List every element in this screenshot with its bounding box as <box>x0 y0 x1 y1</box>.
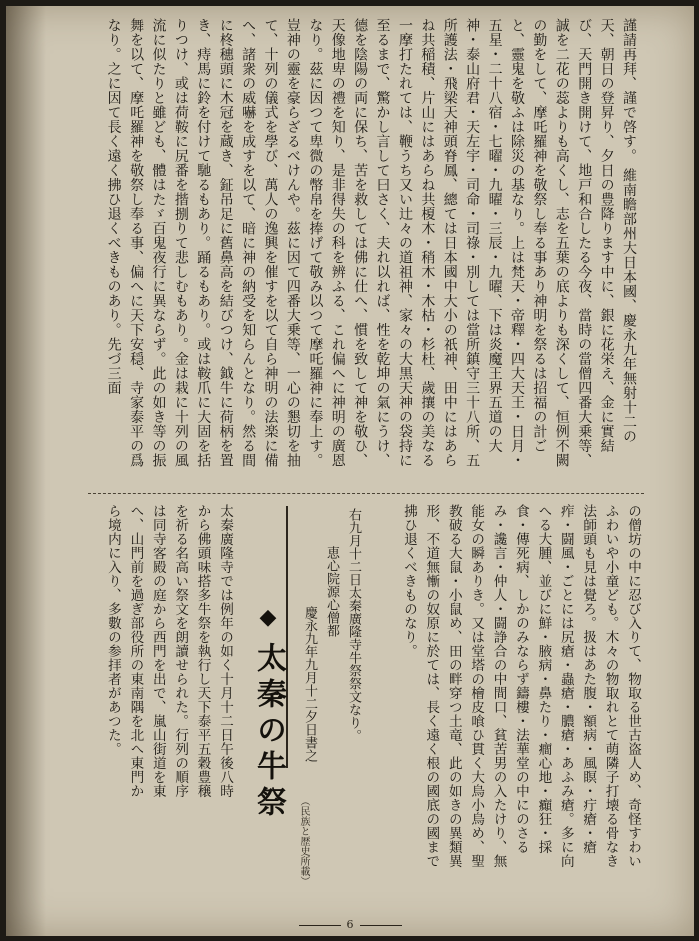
source-note: 右九月十二日太秦廣隆寺牛祭祭文なり。 <box>346 508 361 742</box>
article-body-text: 太秦廣隆寺では例年の如く十月十二日午後八時から佛頭味搭多牛祭を執行し天下泰平五穀豊穣を祈る名高い祭文を朗讀せられた。行列の順序は同寺客殿の庭から西門を出で、嵐山街道を東へ、山門前を過ぎ部役所の東南隅を北へ東門から境内に入り、多數の参拝者があつた。 <box>104 504 233 798</box>
page-number-text: 6 <box>346 918 354 931</box>
binding-shadow <box>6 6 46 936</box>
article-title <box>246 604 290 822</box>
document-page <box>6 6 694 936</box>
section-divider <box>88 493 644 494</box>
author-signature: 恵心院源心僧都 <box>324 546 339 637</box>
date-signature: 慶永九年九月十二夕日書之 <box>302 606 317 762</box>
page-number-rule-left <box>299 925 341 926</box>
diamond-bullet-icon: ◆ <box>255 604 281 636</box>
source-credit: （民族と歴史所載） <box>298 796 309 886</box>
prayer-continuation-text: の僧坊の中に忍び入りて、物取る世古盗人め、奇怪すわいふわいや小童ども。木々の物取れとて萌隣子打壊る骨なき法師頭も見は覺ろ。扱はあた腹・額病・風瞑・疔瘡・瘡痄・闘風・ごとには尻瘡・蟲瘡・膿瘡・あふみ瘡。多に向へる大腫、並びに鮮・腋病・鼻たり・癎心地・癲狂・採食・傳死病、しかのみならず鑄樓・法華堂の中にのさるみ・讒言・仲人・闘諍合の中間口、貧苦男の入たけり、無能女の瞬ありき。又は堂塔の檜皮喰ひ貫く大烏小烏め、聖教破る大鼠・小鼠め、田の畔穿つ土竜、此の如きの異類異形、不道無慚の奴原に於ては、長く遠く根の國底の國まで拂ひ退くべきものなり。 <box>400 504 641 868</box>
page-number-rule-right <box>360 925 402 926</box>
page-number <box>6 918 694 931</box>
norito-prayer-text: 謹請再拜、謹で啓す。 維南瞻部州大日本國、慶永九年無射十二の天、朝日の登昇り、夕日の豊降ります中に、銀に花栄え、金に實結び、天門開き開けて、地戸和合したる今夜、當時の當僧四番大乗等、誠を二花の蕊よりも高くし、志を五葉の底よりも深くして、恒例不闕の勤をして、摩吒羅神を敬祭し奉る事あり神明を祭るは招福の計ごと、靈鬼を敬ふは除災の基なり。上は梵天・帝釋・四大天王・日月・五星・二十八宿・七曜・九曜・三辰・九曜、下は炎魔王界五道の大神・泰山府君・天左宇・司命・司祿・別しては當所鎮守三十八所、五所護法・飛梁天神頭脊鳳、總ては日本國中大小の祇神、田中にはあらね共稲積、片山にはあらね共榎木・稍木・木枯・杉杜、歲攘の美なる一摩打たれては、鞭うち又い辻々の道祖神、家々の大黒天神の袋持に至るまで、驚かし言して曰さく、夫れ以れば、性を乾坤の氣にうけ、德を陰陽の両に保ち、苦を救しては佛に仕へ、慣を致して神を敬ひ、天像地卑の禮を知り、是非得失の科を辨ふる、これ偏へに神明の廣恩なり。茲に因つて卑微の幣帛を捧げて敬み以つて摩吒羅神に奉上す。豈神の靈を豪らざるべけんや。茲に因て四番大乗等、一心の懇切を抽て、十列の儀式を學び、萬人の逸興を催すを以て自ら神明の法楽に備へ、諸衆の威嚇を成すを以て、暗に神の納受を知らんとなり。然る間に柊穗頭に木冠を蔵き、鉦吊足に舊鼻高を結びつけ、鉞牛に荷柄を置き、痔馬に鈴を付けて馳るもあり。踊るもあり。或は鞍爪に大固を括りつけ、或は荷鞍に尻番を揩捌りて悲しむもあり。金は栽に十列の風流に似たりと雖ども、體はたゞ百鬼夜行に異ならず。此の如き等の振舞を以て、摩吒羅神を敬祭し奉る事、偏へに天下安穏、寺家泰平の爲なり。之に因て長く遠く拂ひ退くべきものあり。先づ三面 <box>105 18 637 468</box>
article-title-text: 太秦の牛祭 <box>251 642 286 822</box>
